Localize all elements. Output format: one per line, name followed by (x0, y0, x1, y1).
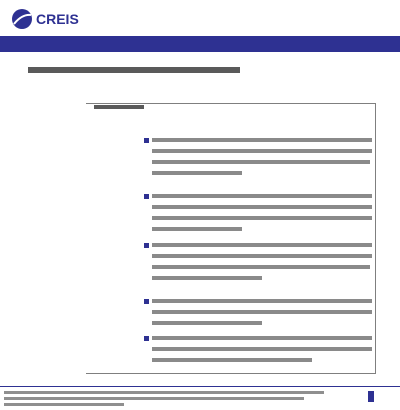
square-bullet-icon (144, 299, 149, 304)
footer-rule (0, 386, 400, 387)
paragraph-line (152, 160, 370, 164)
paragraph-line (152, 276, 262, 280)
summary-title (94, 105, 154, 113)
report-headline (28, 64, 248, 76)
paragraph-line (152, 321, 262, 325)
paragraph-line (152, 194, 372, 198)
logo-globe-icon (12, 9, 32, 29)
paragraph-line (152, 149, 372, 153)
footer-line (4, 391, 324, 394)
square-bullet-icon (144, 138, 149, 143)
paragraph-line (152, 265, 370, 269)
footer-line (4, 397, 304, 400)
square-bullet-icon (144, 336, 149, 341)
square-bullet-icon (144, 243, 149, 248)
paragraph-line (152, 310, 372, 314)
headline-placeholder (28, 67, 240, 73)
paragraph-line (152, 171, 242, 175)
square-bullet-icon (144, 194, 149, 199)
report-title-banner (0, 36, 400, 52)
paragraph-line (152, 347, 372, 351)
paragraph-line (152, 138, 372, 142)
paragraph-line (152, 205, 372, 209)
page-number (368, 391, 374, 402)
paragraph-line (152, 227, 242, 231)
creis-logo (10, 6, 102, 34)
paragraph-line (152, 299, 372, 303)
paragraph-line (152, 243, 372, 247)
monthly-summary-box (86, 103, 376, 374)
logo-text: CREIS (36, 11, 79, 27)
paragraph-line (152, 358, 312, 362)
paragraph-line (152, 336, 372, 340)
paragraph-line (152, 216, 372, 220)
summary-title-placeholder (94, 105, 144, 109)
paragraph-line (152, 254, 372, 258)
footer-line (4, 403, 124, 406)
